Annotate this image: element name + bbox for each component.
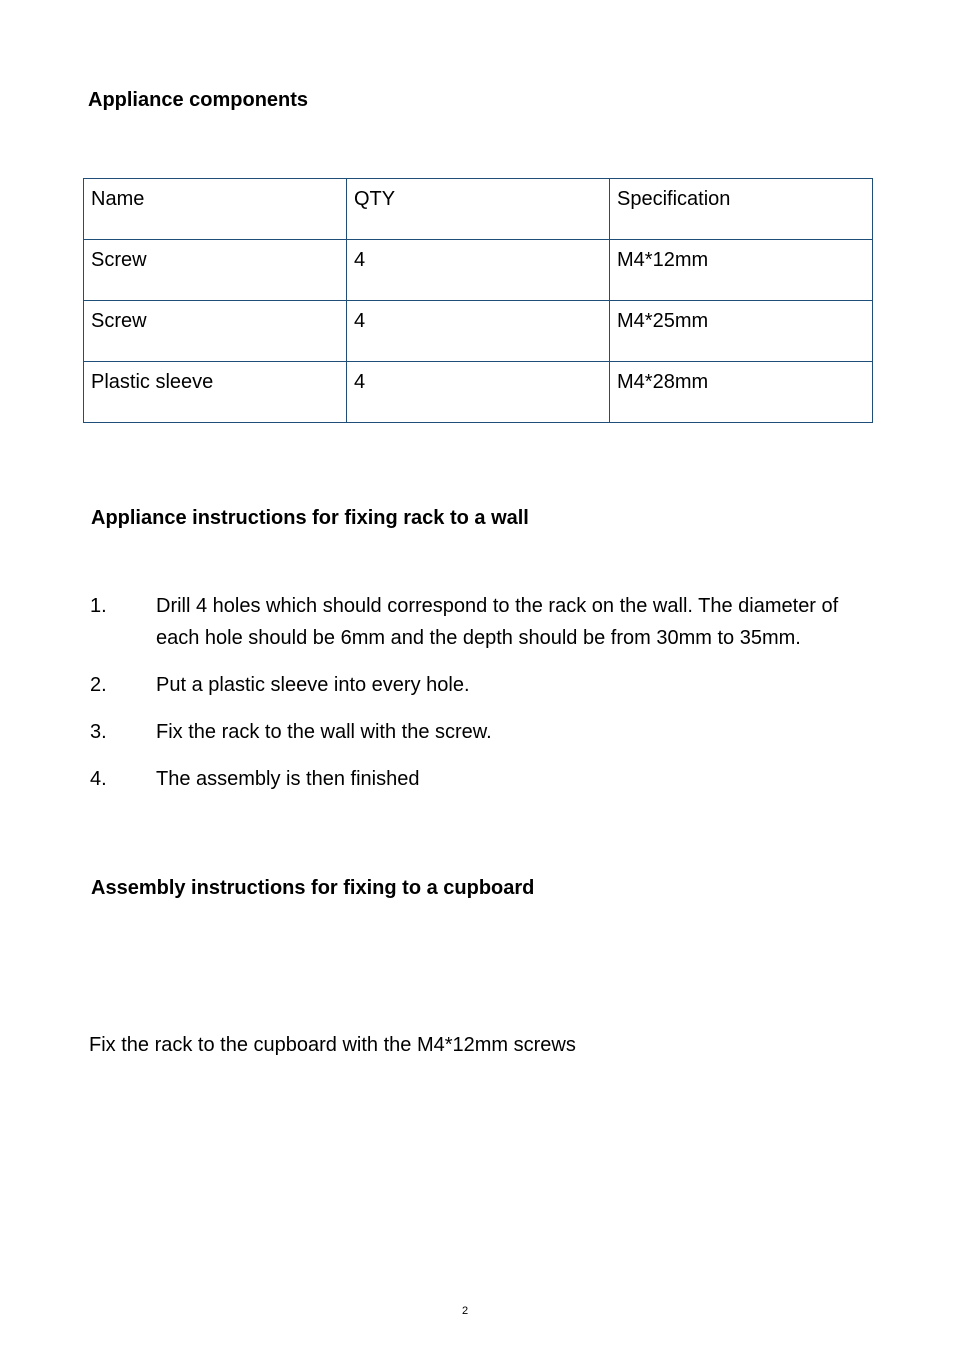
table-row — [84, 240, 873, 301]
table-header-row — [84, 179, 873, 240]
cupboard-instruction-text: Fix the rack to the cupboard with the M4*12mm screws — [89, 1034, 576, 1056]
list-item — [90, 716, 870, 748]
table-row — [84, 362, 873, 423]
step-number: 2. — [90, 674, 107, 696]
step-text: Fix the rack to the wall with the screw. — [156, 721, 492, 743]
components-table — [83, 178, 873, 423]
step-number: 4. — [90, 768, 107, 790]
header-name: Name — [84, 179, 347, 240]
list-item — [90, 669, 870, 701]
step-number: 3. — [90, 721, 107, 743]
wall-steps-list — [90, 590, 870, 810]
cell-name: Screw — [84, 301, 347, 362]
cell-name: Plastic sleeve — [84, 362, 347, 423]
header-qty: QTY — [347, 179, 610, 240]
page-number: 2 — [461, 1305, 469, 1317]
list-item — [90, 590, 870, 654]
components-heading: Appliance components — [88, 89, 309, 111]
step-text: The assembly is then finished — [156, 768, 420, 790]
cell-specification: M4*12mm — [610, 240, 873, 301]
cupboard-instructions-heading: Assembly instructions for fixing to a cupboard — [91, 877, 535, 899]
table-row — [84, 301, 873, 362]
cell-qty: 4 — [347, 301, 610, 362]
step-text: Drill 4 holes which should correspond to the rack on the wall. The diameter of each hole should be 6mm and the depth should be from 30mm to 35mm. — [156, 595, 839, 649]
list-item — [90, 763, 870, 795]
cell-qty: 4 — [347, 240, 610, 301]
cell-specification: M4*25mm — [610, 301, 873, 362]
step-number: 1. — [90, 595, 107, 617]
cell-qty: 4 — [347, 362, 610, 423]
cell-name: Screw — [84, 240, 347, 301]
cell-specification: M4*28mm — [610, 362, 873, 423]
step-text: Put a plastic sleeve into every hole. — [156, 674, 470, 696]
wall-instructions-heading: Appliance instructions for fixing rack to a wall — [91, 507, 529, 529]
header-specification: Specification — [610, 179, 873, 240]
